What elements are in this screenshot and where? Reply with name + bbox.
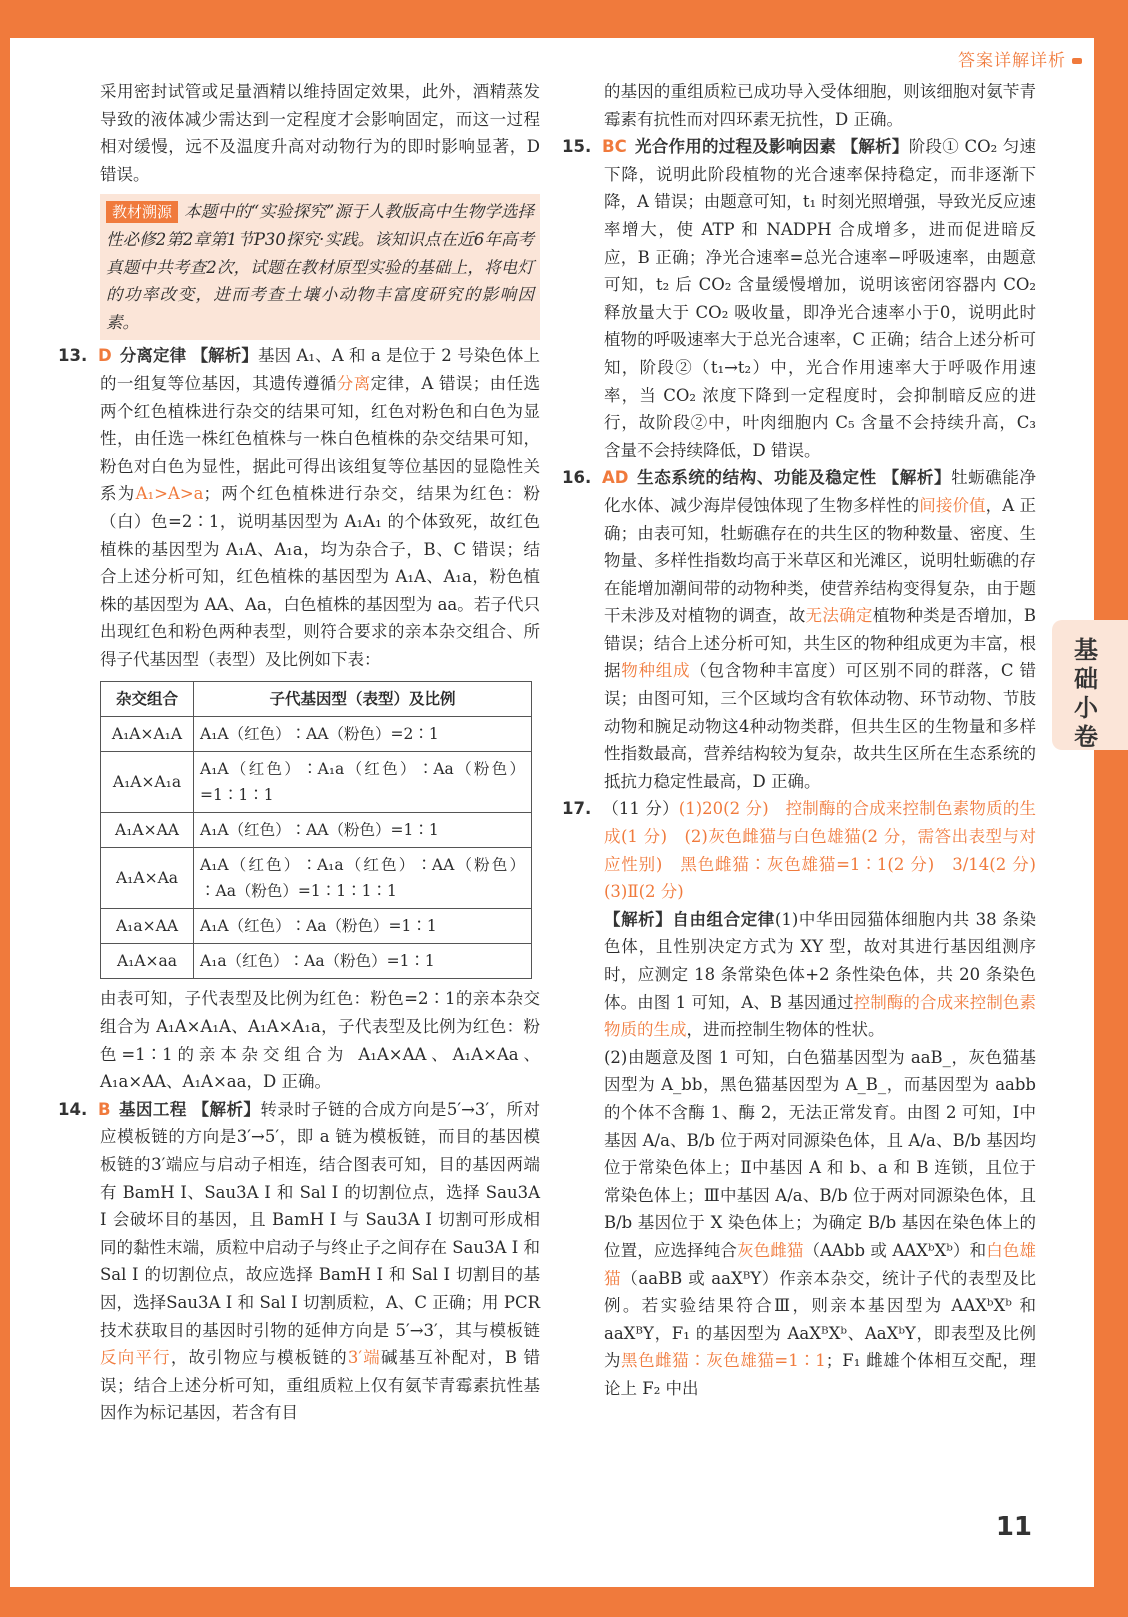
q14-answer: B [98, 1099, 111, 1119]
q16-highlight-c: 物种组成 [621, 661, 691, 681]
table-row [101, 717, 532, 752]
q16-highlight-b: 无法确定 [805, 606, 873, 626]
q15-topic: 光合作用的过程及影响因素 [634, 137, 837, 157]
q13-topic: 分离定律 [119, 346, 187, 366]
table-row [101, 813, 532, 848]
left-frame [0, 0, 10, 1617]
q14-highlight-b: 3′端 [347, 1348, 381, 1368]
side-tab[interactable] [1052, 620, 1128, 750]
table-row [101, 752, 532, 813]
q13-conclusion: 由表可知，子代表型及比例为红色：粉色=2∶1的亲本杂交组合为 A₁A×A₁A、A₁A×A₁a，子代表型及比例为红色：粉色=1∶1的亲本杂交组合为 A₁A×AA、A₁A×Aa、A₁a×AA、A₁A×aa，D 正确。 [100, 989, 540, 1092]
q17-p2-highlight-2: 白色雄猫 [604, 1240, 1037, 1288]
q17-p1: (1)中华田园猫体细胞内共 38 条染色体，且性别决定方式为 XY 型，故对其进行基因组测序时，应测定 18 条常染色体+2 条性染色体，共 20 条染色体。由图 1 可知，A、B 基因通过 [604, 909, 1037, 1012]
q17-p2-highlight-3: 黑色雌猫∶灰色雄猫=1∶1 [621, 1351, 826, 1371]
bottom-frame [0, 1587, 1128, 1617]
textbook-source-box [100, 194, 540, 340]
header-tag [958, 46, 1082, 71]
table-cell: A₁A（红色）∶AA（粉色）=1∶1 [194, 813, 532, 848]
source-tag: 教材溯源 [106, 201, 178, 223]
q15-answer: BC [602, 137, 627, 157]
table-cell: A₁A（红色）∶AA（粉色）=2∶1 [194, 717, 532, 752]
table-cell: A₁A×Aa [101, 848, 194, 909]
table-cell: A₁A（红色）∶Aa（粉色）=1∶1 [194, 909, 532, 944]
q14-analysis-label: 【解析】 [192, 1099, 261, 1119]
q14-number: 14. [58, 1099, 88, 1119]
header-tag-text: 答案详解详析 [958, 51, 1066, 71]
q17-p1-end: ，进而控制生物体的性状。 [686, 1020, 885, 1040]
table-header-cell: 杂交组合 [101, 682, 194, 717]
q17-p2-highlight-1: 灰色雌猫 [736, 1240, 804, 1260]
q16-highlight-a: 间接价值 [919, 495, 986, 515]
q15-number: 15. [562, 137, 592, 157]
q17-p1-highlight: 控制酶的合成来控制色素物质的生成 [604, 992, 1036, 1040]
q17-topic: 自由组合定律 [672, 909, 775, 929]
q15-analysis-label: 【解析】 [841, 137, 909, 157]
q16-analysis-label: 【解析】 [882, 468, 952, 488]
q16-answer: AD [602, 468, 629, 488]
table-row [101, 848, 532, 909]
q16-text-c: 植物种类是否增加，B 错误；结合上述分析可知，共生区的物种组成更为丰富，根据 [604, 606, 1037, 681]
table-header-row [101, 682, 532, 717]
q17-p2: (2)由题意及图 1 可知，白色猫基因型为 aaB_，灰色猫基因型为 A_bb，黑色猫基因型为 A_B_，而基因型为 aabb 的个体不含酶 1、酶 2，无法正常发育。由图 2 可知，Ⅰ中基因 A/a、B/b 位于两对同源染色体，且 A/a、B/b 基因均位于常染色体上；Ⅱ中基因 A 和 b、a 和 B 连锁，且位于常染色体上；Ⅲ中基因 A/a、B/b 位于两对同源染色体，且 B/b 基因位于 X 染色体上；为确定 B/b 基因在染色体上的位置，应选择纯合 [604, 1047, 1036, 1260]
right-intro-paragraph: 的基因的重组质粒已成功导入受体细胞，则该细胞对氨苄青霉素有抗性而对四环素无抗性，D 正确。 [604, 82, 1036, 129]
table-row [101, 909, 532, 944]
q16-text-a: 牡蛎礁能净化水体、减少海岸侵蚀体现了生物多样性的 [604, 468, 1037, 515]
cross-table [100, 681, 532, 979]
q14-text-a: 转录时子链的合成方向是5′→3′，所对应模板链的方向是3′→5′，即 a 链为模板链，而目的基因模板链的3′端应与启动子相连，结合图表可知，目的基因两端有 BamH Ⅰ、Sau3A Ⅰ 和 Sal Ⅰ 的切割位点，选择 Sau3A Ⅰ 会破坏目的基因，且 BamH Ⅰ 与 Sau3A Ⅰ 切割可形成相同的黏性末端，质粒中启动子与终止子之间存在 Sau3A Ⅰ 和 Sal Ⅰ 的切割位点，故应选择 BamH Ⅰ 和 Sal Ⅰ 切割目的基因，选择Sau3A Ⅰ 和 Sal Ⅰ 切割质粒，A、C 正确；用 PCR 技术获取目的基因时引物的延伸方向是 5′→3′，其与模板链 [100, 1099, 540, 1340]
q16-number: 16. [562, 468, 592, 488]
q14-highlight-a: 反向平行 [100, 1348, 171, 1368]
q13-text-c: ；两个红色植株进行杂交，结果为红色：粉（白）色=2∶1，说明基因型为 A₁A₁ 的个体致死，故红色植株的基因型为 A₁A、A₁a，均为杂合子，B、C 错误；结合上述分析可知，红色植株的基因型为 A₁A、A₁a，粉色植株的基因型为 AA、Aa，白色植株的基因型为 aa。若子代只出现红色和粉色两种表型，则符合要求的亲本杂交组合、所得子代基因型（表型）及比例如下表： [100, 484, 541, 669]
source-text: 本题中的“实验探究”源于人教版高中生物学选择性必修2第2章第1节P30探究·实践。该知识点在近6年高考真题中共考查2次，试题在教材原型实验的基础上，将电灯的功率改变，进而考查土壤小动物丰富度研究的影响因素。 [106, 202, 534, 332]
table-cell: A₁a×AA [101, 909, 194, 944]
question-13 [58, 342, 541, 673]
q17-score: （11 分） [602, 799, 679, 819]
table-row [101, 944, 532, 979]
q16-text-d: （包含物种丰富度）可区别不同的群落，C 错误；由图可知，三个区域均含有软体动物、环节动物、节肢动物和腕足动物这4种动物类群，但共生区的生物量和多样性指数最高，营养结构较为复杂，故共生区所在生态系统的抵抗力稳定性最高，D 正确。 [604, 661, 1037, 791]
table-cell: A₁A（红色）∶A₁a（红色）∶Aa（粉色）=1∶1∶1 [194, 752, 532, 813]
table-cell: A₁A×A₁A [101, 717, 194, 752]
question-17 [562, 795, 1053, 905]
table-cell: A₁A×aa [101, 944, 194, 979]
table-header-cell: 子代基因型（表型）及比例 [194, 682, 532, 717]
q17-answers: (1)20(2 分) 控制酶的合成来控制色素物质的生成(1 分) (2)灰色雌猫与白色雄猫(2 分，需答出表型与对应性别) 黑色雌猫∶灰色雄猫=1∶1(2 分) 3/14(2 分) (3)Ⅱ(2 分) [604, 799, 1053, 902]
q17-p2-mid-2: （aaBB 或 aaXᴮY）作亲本杂交，统计子代的表型及比例。若实验结果符合Ⅲ，则亲本基因型为 AAXᵇXᵇ 和 aaXᴮY，F₁ 的基因型为 AaXᴮXᵇ、AaXᵇY，即表型及比例为 [604, 1268, 1037, 1371]
q14-topic: 基因工程 [118, 1099, 187, 1119]
q14-text-c: 碱基互补配对，B 错误；结合上述分析可知，重组质粒上仅有氨苄青霉素抗性基因作为标记基因，若含有目 [100, 1348, 540, 1423]
right-column [562, 78, 1053, 1403]
table-cell: A₁A（红色）∶A₁a（红色）∶AA（粉色）∶Aa（粉色）=1∶1∶1∶1 [194, 848, 532, 909]
q17-p2-mid-1: （AAbb 或 AAXᵇXᵇ）和 [803, 1240, 987, 1260]
q13-answer: D [98, 346, 112, 366]
question-15 [562, 133, 1037, 464]
q13-highlight-a: 分离 [336, 373, 371, 393]
q17-analysis-2 [604, 1044, 1036, 1403]
q14-text-b: ，故引物应与模板链的 [170, 1348, 348, 1368]
q17-number: 17. [562, 799, 592, 819]
page-number: 11 [995, 1512, 1032, 1542]
q13-text-a: 基因 A₁、A 和 a 是位于 2 号染色体上的一组复等位基因，其遗传遵循 [100, 346, 541, 393]
q16-text-b: ，A 正确；由表可知，牡蛎礁存在的共生区的物种数量、密度、生物量、多样性指数均高于米草区和光滩区，说明牡蛎礁的存在能增加潮间带的动物种类，使营养结构变得复杂，由于题干未涉及对植物的调查，故 [604, 495, 1037, 626]
q13-text-b: 定律，A 错误；由任选两个红色植株进行杂交的结果可知，红色对粉色和白色为显性，由任选一株红色植株与一株白色植株的杂交结果可知，粉色对白色为显性，据此可得出该组复等位基因的显隐性关系为 [100, 373, 541, 504]
table-cell: A₁A×AA [101, 813, 194, 848]
left-column [58, 78, 541, 1427]
q17-analysis-label: 【解析】 [604, 909, 673, 929]
right-frame [1094, 0, 1128, 1617]
table-cell: A₁A×A₁a [101, 752, 194, 813]
q17-p2-end: ；F₁ 雌雄个体相互交配，理论上 F₂ 中出 [604, 1351, 1037, 1398]
side-tab-label: 基础小卷 [1074, 636, 1098, 751]
q13-highlight-b: A₁>A>a [135, 484, 204, 504]
question-14 [58, 1096, 540, 1427]
q13-analysis-label: 【解析】 [191, 346, 258, 366]
top-frame [0, 0, 1128, 38]
q16-topic: 生态系统的结构、功能及稳定性 [636, 468, 877, 488]
q13-number: 13. [58, 346, 88, 366]
question-16 [562, 464, 1037, 795]
table-cell: A₁a（红色）∶Aa（粉色）=1∶1 [194, 944, 532, 979]
header-dots-icon [1072, 58, 1082, 64]
q15-text: 阶段① CO₂ 匀速下降，说明此阶段植物的光合速率保持稳定，而非逐渐下降，A 错误；由题意可知，t₁ 时刻光照增强，导致光反应速率增大，使 ATP 和 NADPH 合成增多，进而促进暗反应，B 正确；净光合速率=总光合速率−呼吸速率，由题意可知，t₂ 后 CO₂ 含量缓慢增加，说明该密闭容器内 CO₂ 释放量大于 CO₂ 吸收量，即净光合速率小于0，说明此时植物的呼吸速率大于总光合速率，C 正确；结合上述分析可知，阶段②（t₁→t₂）中，光合作用速率大于呼吸作用速率，当 CO₂ 浓度下降到一定程度时，会抑制暗反应的进行，故阶段②中，叶肉细胞内 C₅ 含量不会持续升高，C₃ 含量不会持续降低，D 错误。 [604, 137, 1037, 460]
q17-analysis-1 [604, 906, 1036, 1044]
left-intro-paragraph: 采用密封试管或足量酒精以维持固定效果，此外，酒精蒸发导致的液体减少需达到一定程度才会影响固定，而这一过程相对缓慢，远不及温度升高对动物行为的即时影响显著，D 错误。 [100, 82, 540, 184]
